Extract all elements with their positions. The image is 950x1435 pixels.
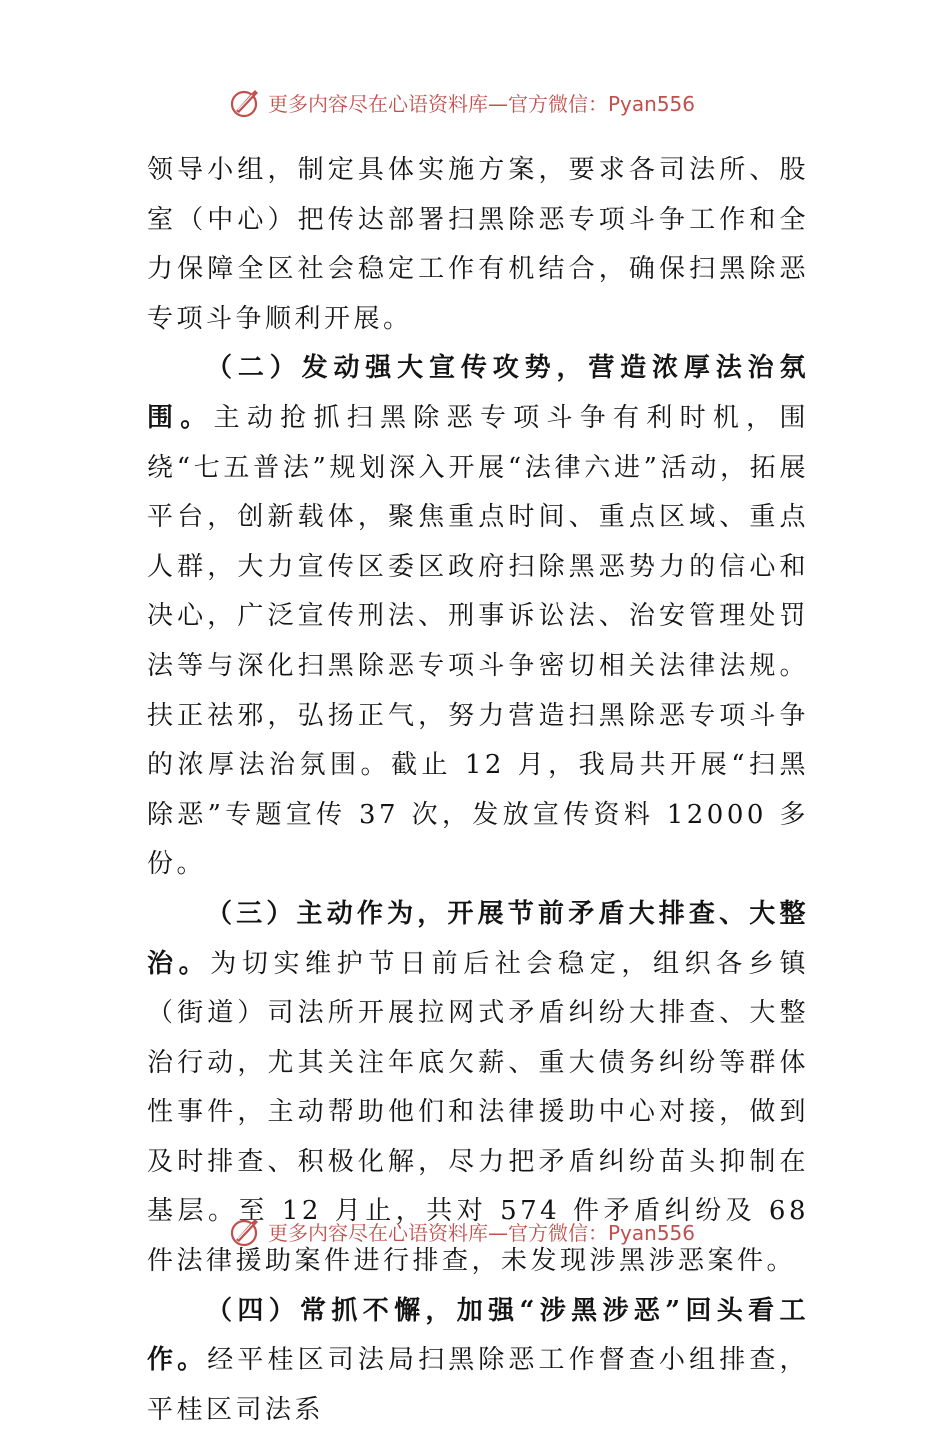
- paragraph-heading: （四）常抓不懈，加强“涉黑涉恶”回头看工作。: [147, 1295, 809, 1376]
- paragraph-body: 为切实维护节日前后社会稳定，组织各乡镇（街道）司法所开展拉网式矛盾纠纷大排查、大整治行动，尤其关注年底欠薪、重大债务纠纷等群体性事件，主动帮助他们和法律援助中心对接，做到及时排查、积极化解，尽力把矛盾纠纷苗头抑制在基层。至 12 月止，共对 574 件矛盾纠纷及 68 件法律援助案件进行排查，未发现涉黑涉恶案件。: [147, 948, 809, 1277]
- paragraph-heading: （二）发动强大宣传攻势，营造浓厚法治氛围。: [147, 353, 809, 433]
- paragraph-heading: （三）主动作为，开展节前矛盾大排查、大整治。: [147, 898, 809, 979]
- paragraph: [147, 146, 809, 344]
- watermark-header: [228, 82, 748, 122]
- watermark-text: 更多内容尽在心语资料库—官方微信：Pyan556: [268, 1220, 696, 1245]
- paragraph-body: 主动抢抓扫黑除恶专项斗争有利时机，围绕“七五普法”规划深入开展“法律六进”活动，拓展平台，创新载体，聚焦重点时间、重点区域、重点人群，大力宣传区委区政府扫除黑恶势力的信心和决心，广泛宣传刑法、刑事诉讼法、治安管理处罚法等与深化扫黑除恶专项斗争密切相关法律法规。扶正祛邪，弘扬正气，努力营造扫黑除恶专项斗争的浓厚法治氛围。截止 12 月，我局共开展“扫黑除恶”专题宣传 37 次，发放宣传资料 12000 多份。: [147, 402, 809, 880]
- pen-logo-icon: [228, 84, 264, 120]
- paragraph-body: 经平桂区司法局扫黑除恶工作督查小组排查，平桂区司法系: [147, 1345, 809, 1425]
- paragraph: [147, 1287, 809, 1435]
- watermark-text: 更多内容尽在心语资料库—官方微信：Pyan556: [268, 91, 696, 116]
- pen-logo-icon: [228, 1213, 264, 1249]
- watermark-footer: [228, 1211, 748, 1251]
- paragraph-body: 领导小组，制定具体实施方案，要求各司法所、股室（中心）把传达部署扫黑除恶专项斗争工作和全力保障全区社会稳定工作有机结合，确保扫黑除恶专项斗争顺利开展。: [147, 155, 809, 334]
- paragraph: [147, 344, 809, 890]
